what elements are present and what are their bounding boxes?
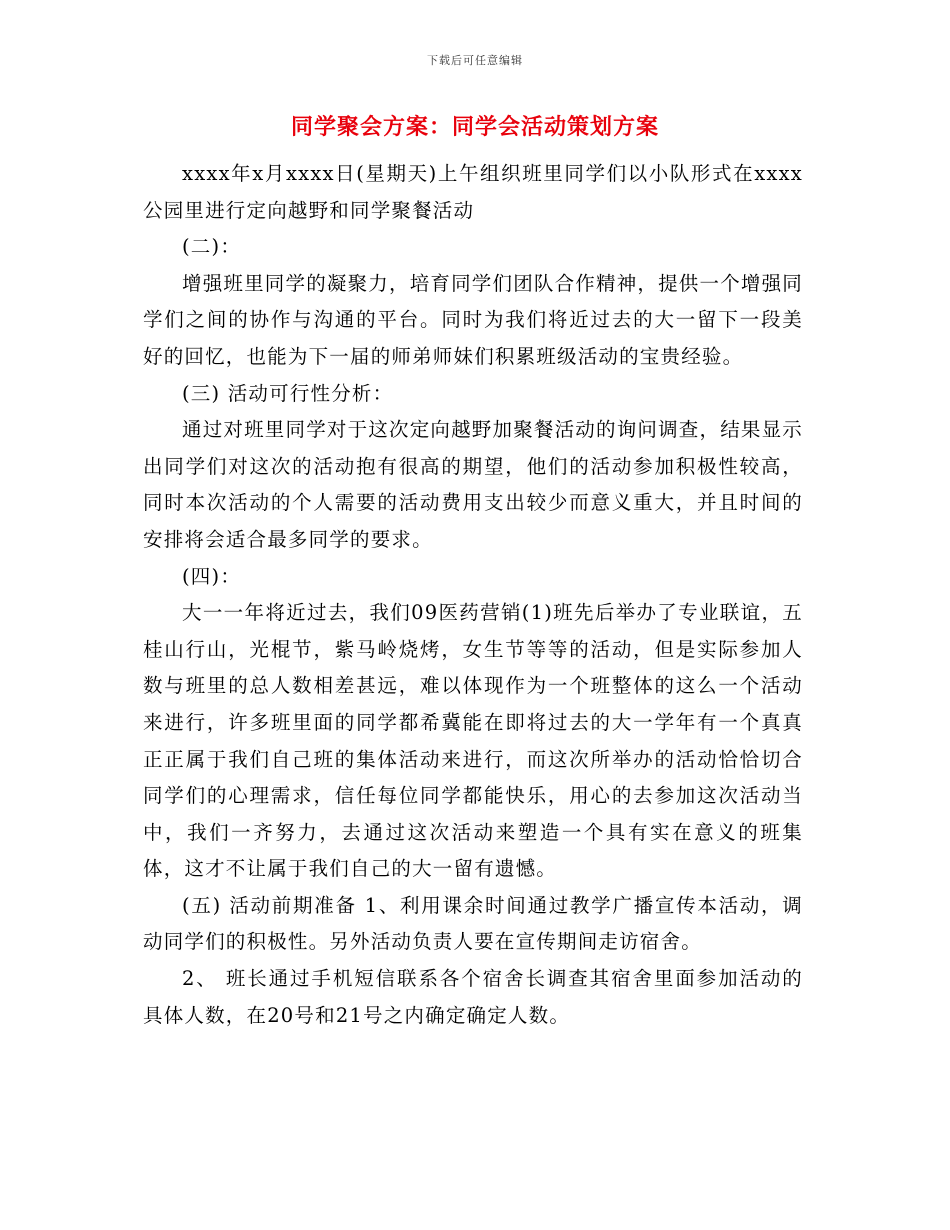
- paragraph-feasibility: 通过对班里同学对于这次定向越野加聚餐活动的询问调查，结果显示出同学们对这次的活动抱有很高的期望，他们的活动参加积极性较高，同时本次活动的个人需要的活动费用支出较少而意义重大，并且时间的安排将会适合最多同学的要求。: [143, 418, 804, 551]
- paragraph-preparation: (五) 活动前期准备 1、利用课余时间通过教学广播宣传本活动，调动同学们的积极性。另外活动负责人要在宣传期间走访宿舍。: [143, 893, 803, 954]
- document-title: 同学聚会方案：同学会活动策划方案: [290, 114, 659, 140]
- paragraph-background: 大一一年将近过去，我们09医药营销(1)班先后举办了专业联谊，五桂山行山，光棍节，紫马岭烧烤，女生节等等的活动，但是实际参加人数与班里的总人数相差甚远，难以体现作为一个班整体的这么一个活动来进行，许多班里面的同学都希冀能在即将过去的大一学年有一个真真正正属于我们自己班的集体活动来进行，而这次所举办的活动恰恰切合同学们的心理需求，信任每位同学都能快乐，用心的去参加这次活动当中，我们一齐努力，去通过这次活动来塑造一个具有实在意义的班集体，这才不让属于我们自己的大一留有遗憾。: [143, 601, 803, 881]
- paragraph-step-2: 2、 班长通过手机短信联系各个宿舍长调查其宿舍里面参加活动的具体人数，在20号和21号之内确定确定人数。: [143, 967, 803, 1027]
- section-heading-2: (二)：: [182, 235, 242, 259]
- page-header: 下载后可任意编辑: [427, 54, 523, 67]
- document-body: [143, 156, 803, 1034]
- section-heading-4: (四)：: [182, 564, 242, 588]
- section-heading-3: (三) 活动可行性分析：: [182, 381, 394, 405]
- paragraph-purpose: 增强班里同学的凝聚力，培育同学们团队合作精神，提供一个增强同学们之间的协作与沟通的平台。同时为我们将近过去的大一留下一段美好的回忆，也能为下一届的师弟师妹们积累班级活动的宝贵经验。: [143, 271, 804, 368]
- paragraph-intro: xxxx年x月xxxx日(星期天)上午组织班里同学们以小队形式在xxxx公园里进行定向越野和同学聚餐活动: [143, 162, 803, 222]
